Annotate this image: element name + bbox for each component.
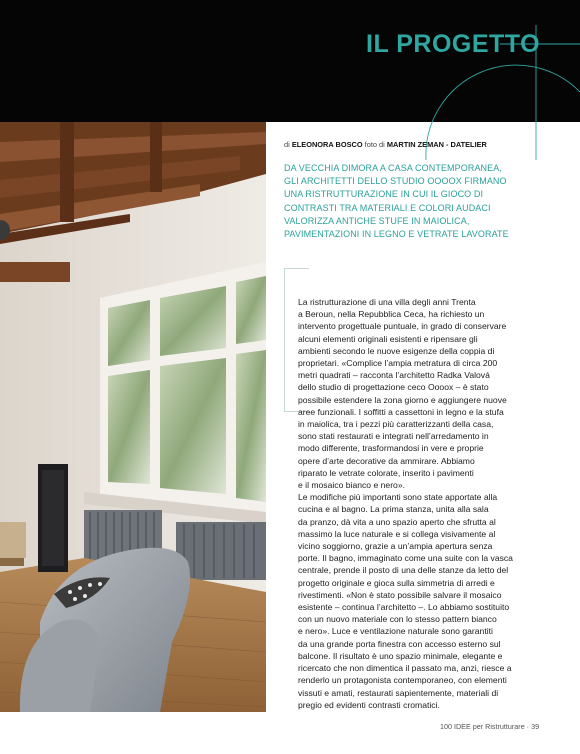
body-line: massimo la luce naturale e si collega visivamente al <box>298 528 496 539</box>
body-line: vissuti e amati, restaurati sapientemente, materiali di <box>298 687 499 698</box>
lead-line: GLI ARCHITETTI DELLO STUDIO OOOOX FIRMANO <box>284 176 507 187</box>
lead-line: VALORIZZA ANTICHE STUFE IN MAIOLICA, <box>284 215 470 226</box>
body-line: intervento progettuale puntuale, in grado di conservare <box>298 321 507 332</box>
body-line: opere d’arte decorative da ammirare. Abbiamo <box>298 455 475 466</box>
body-line: dello studio di progettazione ceco Ooоox – è stato <box>298 382 489 393</box>
lead-line: CONTRASTI TRA MATERIALI E COLORI AUDACI <box>284 202 491 213</box>
body-line: renderlo un protagonista contemporaneo, con elementi <box>298 675 507 686</box>
section-title: IL PROGETTO <box>366 30 541 58</box>
lead-paragraph <box>284 162 576 241</box>
author-prefix: di <box>284 140 290 149</box>
body-line: ricercato che non dimentica il passato ma, anzi, riesce a <box>298 663 512 674</box>
body-line: da una grande porta finestra con accesso esterno sul <box>298 638 501 649</box>
photographer-name: MARTIN ZEMAN - DATELIER <box>386 140 487 149</box>
interior-photo <box>0 122 266 712</box>
article-body <box>298 296 576 711</box>
page-folio: 100 IDEE per Ristrutturare · 39 <box>440 722 540 731</box>
body-line: pregio ed evidenti contrasti cromatici. <box>298 699 440 710</box>
body-line: balcone. Il risultato è uno spazio minimale, elegante e <box>298 650 503 661</box>
body-line: alcuni elementi originali esistenti e ripensare gli <box>298 333 478 344</box>
body-line: da pranzo, dà vita a uno spazio aperto che sfrutta al <box>298 516 496 527</box>
body-line: a Beroun, nella Repubblica Ceca, ha richiesto un <box>298 309 485 320</box>
body-line: metri quadrati – racconta l’architetto Radka Valová <box>298 370 490 381</box>
photo-prefix: foto di <box>364 140 385 149</box>
credits-line <box>284 140 487 149</box>
body-line: La ristrutturazione di una villa degli anni Trenta <box>298 297 476 307</box>
lead-line: DA VECCHIA DIMORA A CASA CONTEMPORANEA, <box>284 163 502 173</box>
body-line: aree funzionali. I soffitti a cassettoni in legno e la stufa <box>298 406 504 417</box>
body-line: cucina e al bagno. La prima stanza, unita alla sala <box>298 504 489 515</box>
body-line: in maiolica, tra i pezzi più caratterizzanti della casa, <box>298 419 494 430</box>
body-line: esistente – continua l’architetto –. Lo abbiamo sostituito <box>298 602 510 613</box>
body-line: e nero». Luce e ventilazione naturale sono garantiti <box>298 626 493 637</box>
body-line: centrale, prende il posto di una delle stanze da letto del <box>298 565 509 576</box>
body-line: modo differente, trasformandosi in vere e proprie <box>298 443 484 454</box>
lead-line: PAVIMENTAZIONI IN LEGNO E VETRATE LAVORATE <box>284 229 509 240</box>
body-line: riparato le vetrate colorate, inserito i pavimenti <box>298 467 474 478</box>
body-line: vicino soggiorno, grazie a un’ampia apertura senza <box>298 541 493 552</box>
body-line: porte. Il bagno, immaginato come una suite con la vasca <box>298 553 513 564</box>
body-line: ambienti secondo le nuove esigenze della coppia di <box>298 345 495 356</box>
author-name: ELEONORA BOSCO <box>291 140 363 149</box>
body-line: possibile estendere la zona giorno e aggiungere nuove <box>298 394 507 405</box>
body-line: Le modifiche più importanti sono state apportate alla <box>298 492 498 503</box>
body-line: proprietari. «Complice l’ampia metratura di circa 200 <box>298 358 498 369</box>
lead-line: UNA RISTRUTTURAZIONE IN CUI IL GIOCO DI <box>284 189 484 200</box>
body-line: e il mosaico bianco e nero». <box>298 480 406 491</box>
body-line: sono stati restaurati e integrati nell’arredamento in <box>298 431 489 442</box>
body-line: progetto originale e gioca sulla simmetria di arredi e <box>298 577 495 588</box>
body-line: con un nuovo materiale con lo stesso pattern bianco <box>298 614 497 625</box>
body-line: rivestimenti. «Non è stato possibile salvare il mosaico <box>298 589 502 600</box>
header-band <box>0 0 580 122</box>
